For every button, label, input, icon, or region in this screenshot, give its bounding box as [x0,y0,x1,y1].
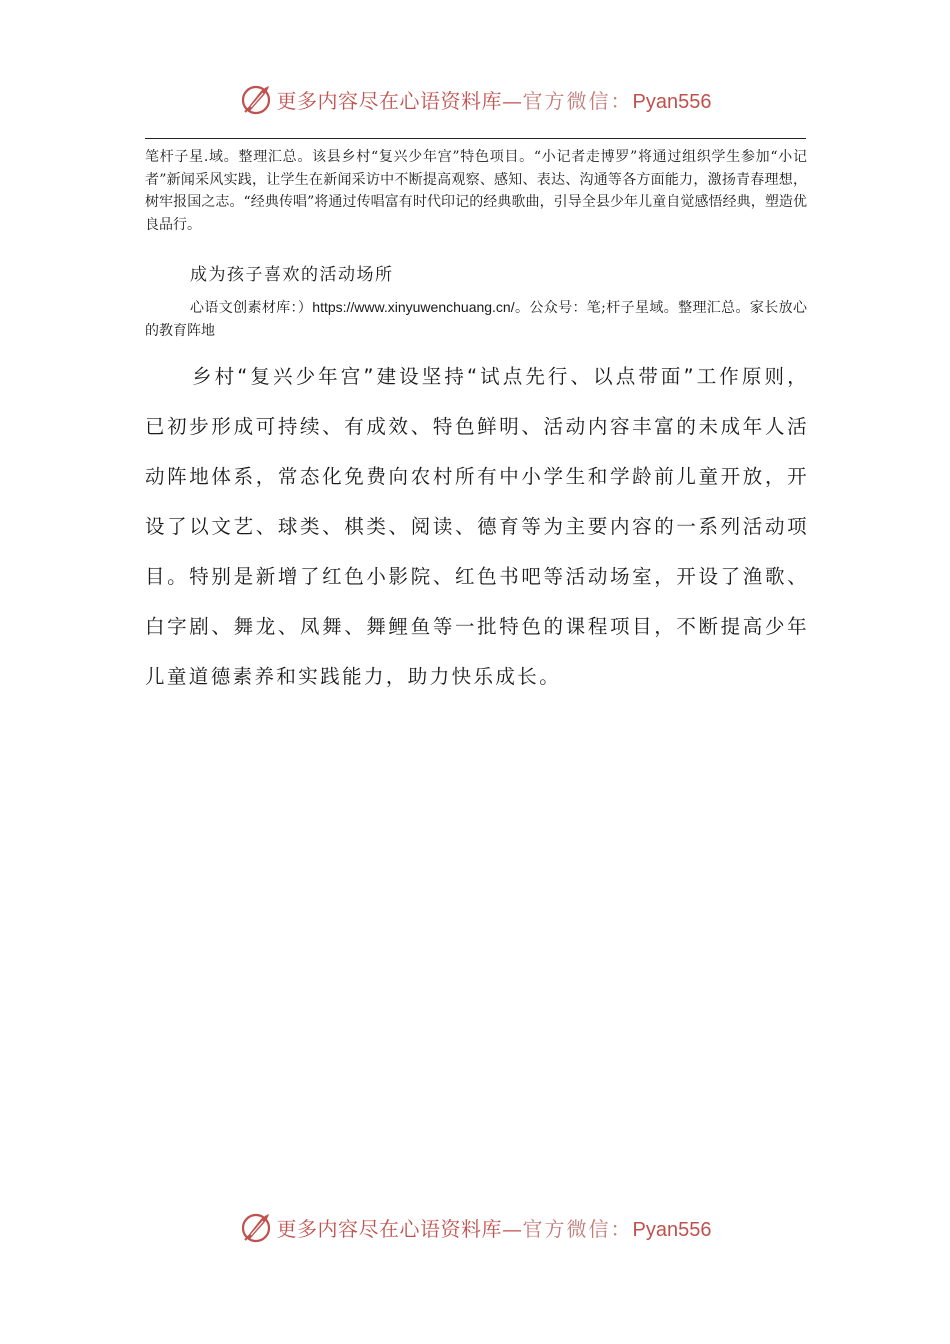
header-banner-text [277,85,712,114]
header-divider [145,138,806,139]
quill-pen-logo-icon [239,82,273,116]
body-paragraph: 乡村“复兴少年宫”建设坚持“试点先行、以点带面”工作原则，已初步形成可持续、有成效、特色鲜明、活动内容丰富的未成年人活动阵地体系，常态化免费向农村所有中小学生和学龄前儿童开放，开设了以文艺、球类、棋类、阅读、德育等为主要内容的一系列活动项目。特别是新增了红色小影院、红色书吧等活动场室，开设了渔歌、白字剧、舞龙、凤舞、舞鲤鱼等一批特色的课程项目，不断提高少年儿童道德素养和实践能力，助力快乐成长。 [145,365,809,688]
header-banner [0,82,950,116]
banner-wechat-label: 官方微信： [522,88,633,113]
source-suffix: 。公众号：笔;杆子星域。整理汇总。家长放心的教育阵地 [145,300,807,339]
banner-separator: — [502,88,523,113]
banner-site-name: 更多内容尽在心语资料库 [276,1216,503,1241]
banner-separator: — [502,1216,523,1241]
source-label: 心语文创素材库：） [190,300,313,316]
banner-wechat-id: Pyan556 [632,90,712,113]
section-heading: 成为孩子喜欢的活动场所 [190,265,394,285]
banner-wechat-id: Pyan556 [632,1218,712,1241]
banner-wechat-label: 官方微信： [522,1216,633,1241]
intro-paragraph: 笔杆子星.域。整理汇总。该县乡村“复兴少年宫”特色项目。“小记者走博罗”将通过组织学生参加“小记者”新闻采风实践，让学生在新闻采访中不断提高观察、感知、表达、沟通等各方面能力，激扬青春理想，树牢报国之志。“经典传唱”将通过传唱富有时代印记的经典歌曲，引导全县少年儿童自觉感悟经典，塑造优良品行。 [145,149,807,233]
source-url-link[interactable]: https://www.xinyuwenchuang.cn/ [312,299,515,315]
footer-banner-content [239,1210,712,1244]
footer-banner-text [277,1213,712,1242]
footer-banner [0,1210,950,1244]
banner-site-name: 更多内容尽在心语资料库 [276,88,503,113]
source-paragraph [145,296,807,342]
quill-pen-logo-icon [239,1210,273,1244]
header-banner-content [239,82,712,116]
